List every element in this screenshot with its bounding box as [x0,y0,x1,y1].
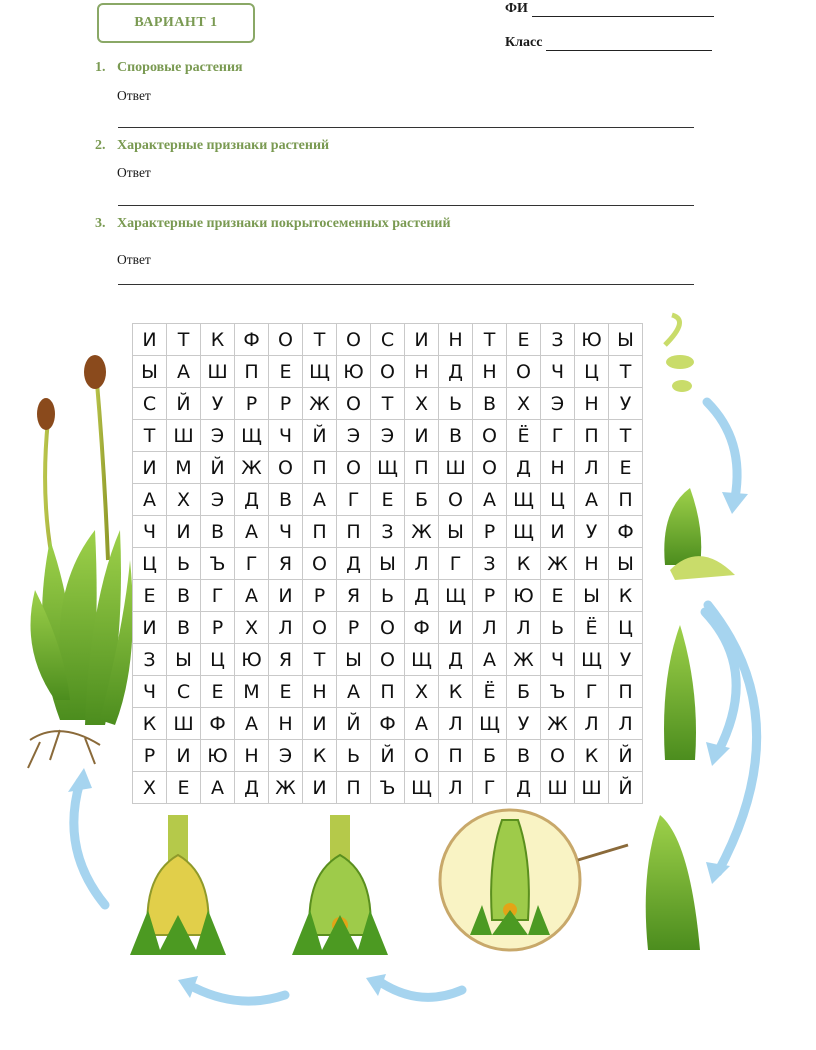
moss-protonema-top [665,315,694,392]
grid-cell[interactable]: Ю [337,356,371,388]
grid-cell[interactable]: И [167,516,201,548]
moss-sporophyte-left [28,355,133,768]
grid-cell[interactable]: А [167,356,201,388]
grid-cell[interactable]: О [337,452,371,484]
grid-cell[interactable]: Л [473,612,507,644]
grid-cell[interactable]: Э [541,388,575,420]
grid-cell[interactable]: Ё [507,420,541,452]
name-label: ФИ [505,1,528,16]
answer-label: Ответ [117,252,151,267]
grid-cell[interactable]: Ы [371,548,405,580]
grid-cell[interactable]: Ц [201,644,235,676]
grid-cell[interactable]: Й [371,740,405,772]
answer-label: Ответ [117,88,151,103]
grid-cell[interactable]: Л [439,708,473,740]
grid-cell[interactable]: Ш [167,420,201,452]
grid-cell[interactable]: Е [167,772,201,804]
grid-cell[interactable]: Д [235,484,269,516]
grid-cell[interactable]: Ы [167,644,201,676]
grid-cell[interactable]: П [439,740,473,772]
grid-cell[interactable]: Э [201,484,235,516]
grid-cell[interactable]: Н [303,676,337,708]
grid-cell[interactable]: Н [575,548,609,580]
grid-cell[interactable]: С [167,676,201,708]
grid-row [133,740,643,772]
grid-cell[interactable]: А [133,484,167,516]
grid-cell[interactable]: А [201,772,235,804]
grid-cell[interactable]: П [303,452,337,484]
grid-cell[interactable]: У [575,516,609,548]
grid-cell[interactable]: Р [337,612,371,644]
grid-cell[interactable]: П [337,516,371,548]
grid-cell[interactable]: Ъ [541,676,575,708]
grid-cell[interactable]: И [439,612,473,644]
grid-cell[interactable]: Н [405,356,439,388]
grid-cell[interactable]: Ч [133,516,167,548]
grid-cell[interactable]: Д [439,356,473,388]
grid-cell[interactable]: Э [371,420,405,452]
grid-cell[interactable]: Ж [541,548,575,580]
grid-cell[interactable]: Ф [405,612,439,644]
grid-cell[interactable]: Х [405,388,439,420]
grid-cell[interactable]: Х [167,484,201,516]
grid-row [133,388,643,420]
grid-cell[interactable]: Е [371,484,405,516]
answer-line [118,205,694,206]
grid-cell[interactable]: П [609,676,643,708]
grid-cell[interactable]: З [371,516,405,548]
grid-cell[interactable]: И [303,772,337,804]
grid-cell[interactable]: В [473,388,507,420]
grid-cell[interactable]: И [303,708,337,740]
grid-cell[interactable]: Е [609,452,643,484]
grid-cell[interactable]: Ы [575,580,609,612]
grid-cell[interactable]: Ц [609,612,643,644]
grid-cell[interactable]: Ы [439,516,473,548]
grid-cell[interactable]: Р [235,388,269,420]
grid-cell[interactable]: А [235,580,269,612]
grid-cell[interactable]: Н [269,708,303,740]
grid-cell[interactable]: О [439,484,473,516]
grid-cell[interactable]: Х [507,388,541,420]
grid-cell[interactable]: Ф [201,708,235,740]
grid-cell[interactable]: Й [201,452,235,484]
grid-cell[interactable]: Б [473,740,507,772]
name-underline [532,0,714,17]
grid-cell[interactable]: Ш [575,772,609,804]
grid-row [133,420,643,452]
grid-cell[interactable]: Ы [337,644,371,676]
grid-cell[interactable]: А [235,516,269,548]
grid-cell[interactable]: О [541,740,575,772]
grid-cell[interactable]: Щ [473,708,507,740]
question-2 [95,138,329,154]
grid-cell[interactable]: Л [405,548,439,580]
grid-cell[interactable]: Й [303,420,337,452]
grid-cell[interactable]: М [167,452,201,484]
grid-cell[interactable]: Ц [575,356,609,388]
grid-cell[interactable]: П [371,676,405,708]
grid-cell[interactable]: Ж [235,452,269,484]
question-number: 3. [95,216,106,231]
grid-cell[interactable]: Л [575,452,609,484]
grid-cell[interactable]: К [575,740,609,772]
grid-cell[interactable]: В [439,420,473,452]
grid-cell[interactable]: И [405,420,439,452]
grid-cell[interactable]: Г [439,548,473,580]
grid-cell[interactable]: Ъ [371,772,405,804]
grid-cell[interactable]: Щ [405,772,439,804]
grid-cell[interactable]: Д [439,644,473,676]
grid-cell[interactable]: К [507,548,541,580]
grid-cell[interactable]: Н [439,324,473,356]
grid-cell[interactable]: Ш [167,708,201,740]
grid-cell[interactable]: И [133,324,167,356]
grid-row [133,612,643,644]
grid-cell[interactable]: Ч [269,516,303,548]
grid-cell[interactable]: И [133,612,167,644]
grid-cell[interactable]: У [609,388,643,420]
grid-cell[interactable]: Щ [439,580,473,612]
grid-cell[interactable]: И [167,740,201,772]
grid-cell[interactable]: Щ [405,644,439,676]
grid-cell[interactable]: О [371,612,405,644]
grid-cell[interactable]: Й [337,708,371,740]
grid-cell[interactable]: Ь [337,740,371,772]
grid-cell[interactable]: А [337,676,371,708]
grid-cell[interactable]: Ц [133,548,167,580]
grid-cell[interactable]: Ж [303,388,337,420]
answer-label: Ответ [117,165,151,180]
grid-cell[interactable]: Г [541,420,575,452]
grid-cell[interactable]: З [133,644,167,676]
grid-cell[interactable]: Л [575,708,609,740]
grid-cell[interactable]: П [609,484,643,516]
grid-cell[interactable]: Р [201,612,235,644]
grid-cell[interactable]: З [541,324,575,356]
grid-cell[interactable]: У [507,708,541,740]
grid-cell[interactable]: С [371,324,405,356]
grid-cell[interactable]: Ш [541,772,575,804]
grid-cell[interactable]: И [541,516,575,548]
grid-row [133,452,643,484]
grid-cell[interactable]: Щ [235,420,269,452]
grid-cell[interactable]: Ь [541,612,575,644]
grid-cell[interactable]: Ф [371,708,405,740]
grid-cell[interactable]: Н [473,356,507,388]
grid-cell[interactable]: Х [405,676,439,708]
grid-cell[interactable]: К [303,740,337,772]
grid-cell[interactable]: И [269,580,303,612]
grid-cell[interactable]: Ш [439,452,473,484]
grid-cell[interactable]: Н [541,452,575,484]
grid-row [133,580,643,612]
grid-cell[interactable]: Х [133,772,167,804]
grid-cell[interactable]: О [371,356,405,388]
name-field [505,0,714,17]
grid-cell[interactable]: Ъ [201,548,235,580]
grid-cell[interactable]: О [371,644,405,676]
grid-cell[interactable]: Р [303,580,337,612]
grid-cell[interactable]: Я [269,548,303,580]
grid-cell[interactable]: Т [371,388,405,420]
question-text: Характерные признаки покрытосеменных растений [117,216,451,231]
grid-cell[interactable]: Ь [167,548,201,580]
grid-cell[interactable]: К [439,676,473,708]
grid-cell[interactable]: Щ [507,484,541,516]
grid-cell[interactable]: Ю [507,580,541,612]
grid-cell[interactable]: Г [337,484,371,516]
grid-cell[interactable]: П [337,772,371,804]
grid-row [133,644,643,676]
grid-row [133,676,643,708]
grid-cell[interactable]: Е [269,356,303,388]
grid-cell[interactable]: Й [609,740,643,772]
grid-cell[interactable]: А [235,708,269,740]
grid-cell[interactable]: Л [269,612,303,644]
grid-cell[interactable]: Ч [541,356,575,388]
grid-cell[interactable]: Е [507,324,541,356]
grid-cell[interactable]: О [473,420,507,452]
grid-cell[interactable]: Н [575,388,609,420]
grid-cell[interactable]: О [405,740,439,772]
grid-cell[interactable]: Р [473,580,507,612]
grid-cell[interactable]: Ы [609,548,643,580]
grid-cell[interactable]: П [575,420,609,452]
grid-row [133,708,643,740]
grid-cell[interactable]: Ч [541,644,575,676]
grid-cell[interactable]: К [201,324,235,356]
grid-cell[interactable]: К [609,580,643,612]
grid-cell[interactable]: Э [269,740,303,772]
grid-cell[interactable]: Е [133,580,167,612]
grid-cell[interactable]: Г [473,772,507,804]
grid-cell[interactable]: А [405,708,439,740]
grid-cell[interactable]: Щ [371,452,405,484]
grid-cell[interactable]: В [167,612,201,644]
grid-cell[interactable]: М [235,676,269,708]
grid-row [133,356,643,388]
grid-cell[interactable]: Л [507,612,541,644]
grid-cell[interactable]: И [405,324,439,356]
grid-cell[interactable]: О [303,612,337,644]
grid-cell[interactable]: А [473,644,507,676]
grid-cell[interactable]: Т [167,324,201,356]
grid-cell[interactable]: О [269,452,303,484]
class-label: Класс [505,35,543,50]
grid-cell[interactable]: Г [575,676,609,708]
grid-cell[interactable]: Т [303,324,337,356]
grid-cell[interactable]: П [303,516,337,548]
question-text: Характерные признаки растений [117,138,330,153]
grid-cell[interactable]: О [507,356,541,388]
grid-cell[interactable]: Ю [201,740,235,772]
grid-cell[interactable]: Т [303,644,337,676]
grid-cell[interactable]: Д [507,452,541,484]
grid-cell[interactable]: О [337,324,371,356]
grid-cell[interactable]: Е [201,676,235,708]
grid-cell[interactable]: В [507,740,541,772]
grid-cell[interactable]: Д [337,548,371,580]
grid-cell[interactable]: Е [541,580,575,612]
grid-cell[interactable]: Ж [405,516,439,548]
grid-cell[interactable]: К [133,708,167,740]
grid-cell[interactable]: У [609,644,643,676]
question-text: Споровые растения [117,60,243,75]
grid-row [133,516,643,548]
grid-cell[interactable]: Щ [575,644,609,676]
grid-cell[interactable]: Б [507,676,541,708]
question-number: 1. [95,60,106,75]
grid-cell[interactable]: Щ [303,356,337,388]
grid-cell[interactable]: О [269,324,303,356]
grid-cell[interactable]: П [235,356,269,388]
grid-cell[interactable]: Р [269,388,303,420]
class-field [505,34,712,51]
grid-cell[interactable]: О [473,452,507,484]
grid-cell[interactable]: У [201,388,235,420]
grid-row [133,772,643,804]
grid-cell[interactable]: Л [609,708,643,740]
grid-cell[interactable]: Ё [575,612,609,644]
grid-cell[interactable]: З [473,548,507,580]
moss-archegonium-stages [130,810,628,955]
grid-cell[interactable]: О [303,548,337,580]
variant-badge: ВАРИАНТ 1 [97,3,255,43]
grid-cell[interactable]: Ы [133,356,167,388]
grid-cell[interactable]: Щ [507,516,541,548]
grid-cell[interactable]: А [473,484,507,516]
grid-cell[interactable]: Д [507,772,541,804]
grid-row [133,548,643,580]
grid-cell[interactable]: Т [609,356,643,388]
grid-cell[interactable]: Я [337,580,371,612]
grid-cell[interactable]: Л [439,772,473,804]
answer-line [118,127,694,128]
answer-line [118,284,694,285]
grid-cell[interactable]: Д [235,772,269,804]
grid-cell[interactable]: Р [133,740,167,772]
grid-cell[interactable]: Э [201,420,235,452]
grid-cell[interactable]: Т [473,324,507,356]
grid-cell[interactable]: Е [269,676,303,708]
question-1 [95,60,243,76]
grid-row [133,484,643,516]
grid-cell[interactable]: Н [235,740,269,772]
grid-cell[interactable]: Ё [473,676,507,708]
grid-cell[interactable]: Й [167,388,201,420]
grid-cell[interactable]: Г [201,580,235,612]
question-3 [95,216,451,232]
grid-cell[interactable]: Ь [371,580,405,612]
grid-cell[interactable]: Х [235,612,269,644]
grid-cell[interactable]: Ы [609,324,643,356]
grid-cell[interactable]: Ь [439,388,473,420]
grid-cell[interactable]: Ж [541,708,575,740]
grid-cell[interactable]: Р [473,516,507,548]
grid-cell[interactable]: И [133,452,167,484]
grid-cell[interactable]: Ж [269,772,303,804]
grid-cell[interactable]: Г [235,548,269,580]
grid-cell[interactable]: Ц [541,484,575,516]
grid-cell[interactable]: Й [609,772,643,804]
moss-shoot-right [646,488,735,950]
grid-cell[interactable]: О [337,388,371,420]
grid-cell[interactable]: В [269,484,303,516]
grid-cell[interactable]: А [303,484,337,516]
grid-cell[interactable]: Ю [575,324,609,356]
grid-cell[interactable]: В [167,580,201,612]
grid-cell[interactable]: А [575,484,609,516]
grid-cell[interactable]: П [405,452,439,484]
grid-cell[interactable]: Б [405,484,439,516]
word-search-grid [132,323,643,804]
grid-cell[interactable]: Ю [235,644,269,676]
grid-cell[interactable]: Я [269,644,303,676]
grid-cell[interactable]: Ч [269,420,303,452]
grid-cell[interactable]: Т [609,420,643,452]
question-number: 2. [95,138,106,153]
grid-cell[interactable]: В [201,516,235,548]
grid-cell[interactable]: Э [337,420,371,452]
grid-cell[interactable]: Т [133,420,167,452]
grid-cell[interactable]: Ж [507,644,541,676]
grid-cell[interactable]: Ф [609,516,643,548]
grid-cell[interactable]: Ш [201,356,235,388]
grid-cell[interactable]: Ч [133,676,167,708]
grid-cell[interactable]: Ф [235,324,269,356]
class-underline [546,34,712,51]
grid-cell[interactable]: Д [405,580,439,612]
grid-row [133,324,643,356]
grid-cell[interactable]: С [133,388,167,420]
